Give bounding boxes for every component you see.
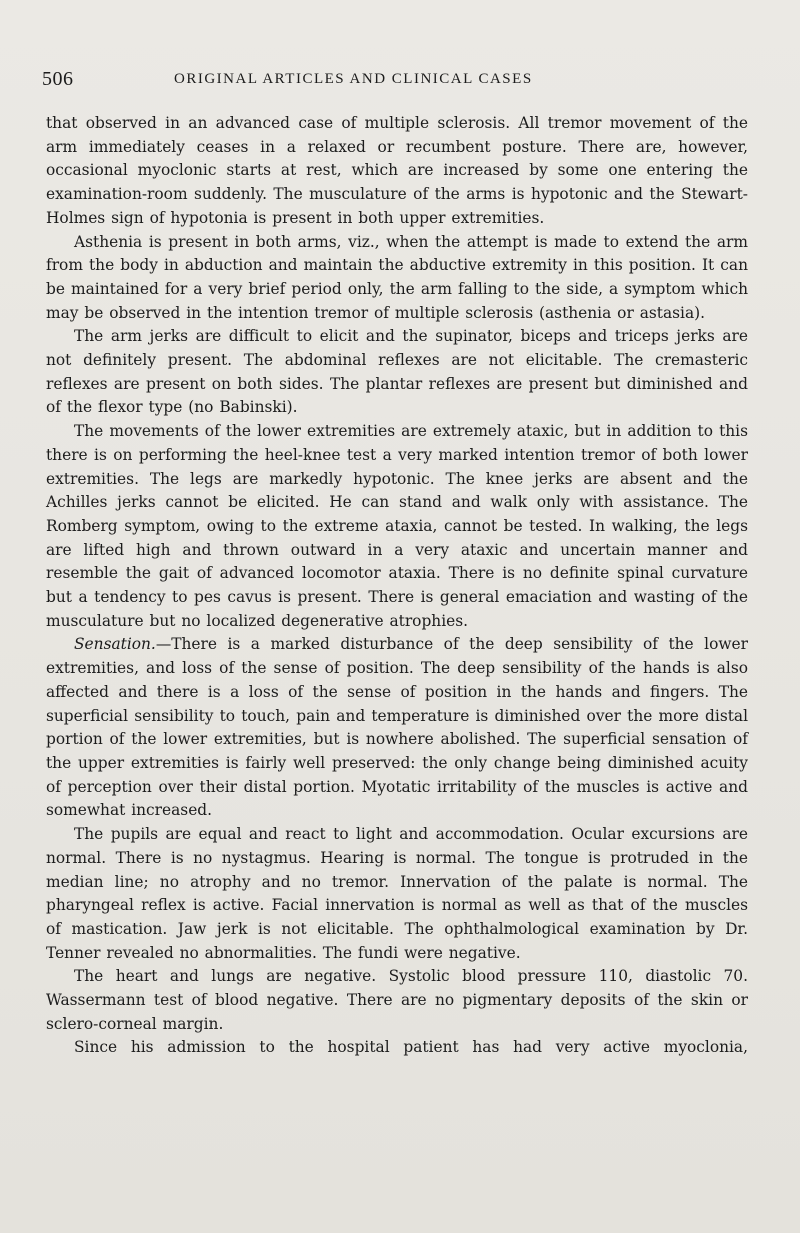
paragraph-sensation	[46, 633, 748, 823]
paragraph-cranial-nerves: The pupils are equal and react to light and accommodation. Ocular excursions are normal. There is no nystagmus. Hearing is normal. The tongue is protruded in the median line; no atrophy and no tremor. Innervation of the palate is normal. The pharyngeal reflex is active. Facial innervation is normal as well as that of the muscles of mastication. Jaw jerk is not elicitable. The ophthalmological examination by Dr. Tenner revealed no abnormalities. The fundi were negative.	[46, 825, 748, 962]
paragraph-admission: Since his admission to the hospital patient has had very active myoclonia,	[74, 1038, 748, 1057]
article-body	[46, 112, 748, 1060]
paragraph-tremor-hypotonia: that observed in an advanced case of multiple sclerosis. All tremor movement of the arm immediately ceases in a relaxed or recumbent posture. There are, however, occasional myoclonic starts at rest, which are increased by some one entering the examination-room suddenly. The musculature of the arms is hypotonic and the Stewart-Holmes sign of hypotonia is present in both upper extremities.	[46, 114, 748, 227]
sensation-text: —There is a marked disturbance of the deep sensibility of the lower extremities, and loss of the sense of position. The deep sensibility of the hands is also affected and there is a loss of the sense of position in the hands and fingers. The superficial sensibility to touch, pain and temperature is diminished over the more distal portion of the lower extremities, but is nowhere abolished. The superficial sensation of the upper extremities is fairly well preserved: the only change being diminished acuity of perception over their distal portion. Myotatic irritability of the muscles is active and somewhat increased.	[46, 635, 748, 820]
page-header	[42, 68, 758, 92]
running-head: ORIGINAL ARTICLES AND CLINICAL CASES	[174, 71, 533, 87]
page-number: 506	[42, 68, 74, 90]
paragraph-lower-extremities: The movements of the lower extremities are extremely ataxic, but in addition to this there is on performing the heel-knee test a very marked intention tremor of both lower extremities. The legs are markedly hypotonic. The knee jerks are absent and the Achilles jerks cannot be elicited. He can stand and walk only with assistance. The Romberg symptom, owing to the extreme ataxia, cannot be tested. In walking, the legs are lifted high and thrown outward in a very ataxic and uncertain manner and resemble the gait of advanced locomotor ataxia. There is no definite spinal curvature but a tendency to pes cavus is present. There is general emaciation and wasting of the musculature but no localized degenerative atrophies.	[46, 422, 748, 630]
paragraph-heart-lungs: The heart and lungs are negative. Systolic blood pressure 110, diastolic 70. Wassermann test of blood negative. There are no pigmentary deposits of the skin or sclero-corneal margin.	[46, 967, 748, 1033]
section-lead-sensation: Sensation.	[74, 635, 156, 654]
paragraph-reflexes: The arm jerks are difficult to elicit and the supinator, biceps and triceps jerks are not definitely present. The abdominal reflexes are not elicitable. The cremasteric reflexes are present on both sides. The plantar reflexes are present but diminished and of the flexor type (no Babinski).	[46, 327, 748, 417]
paragraph-asthenia: Asthenia is present in both arms, viz., when the attempt is made to extend the arm from the body in abduction and maintain the abductive extremity in this position. It can be maintained for a very brief period only, the arm falling to the side, a symptom which may be observed in the intention tremor of multiple sclerosis (asthenia or astasia).	[46, 232, 748, 322]
